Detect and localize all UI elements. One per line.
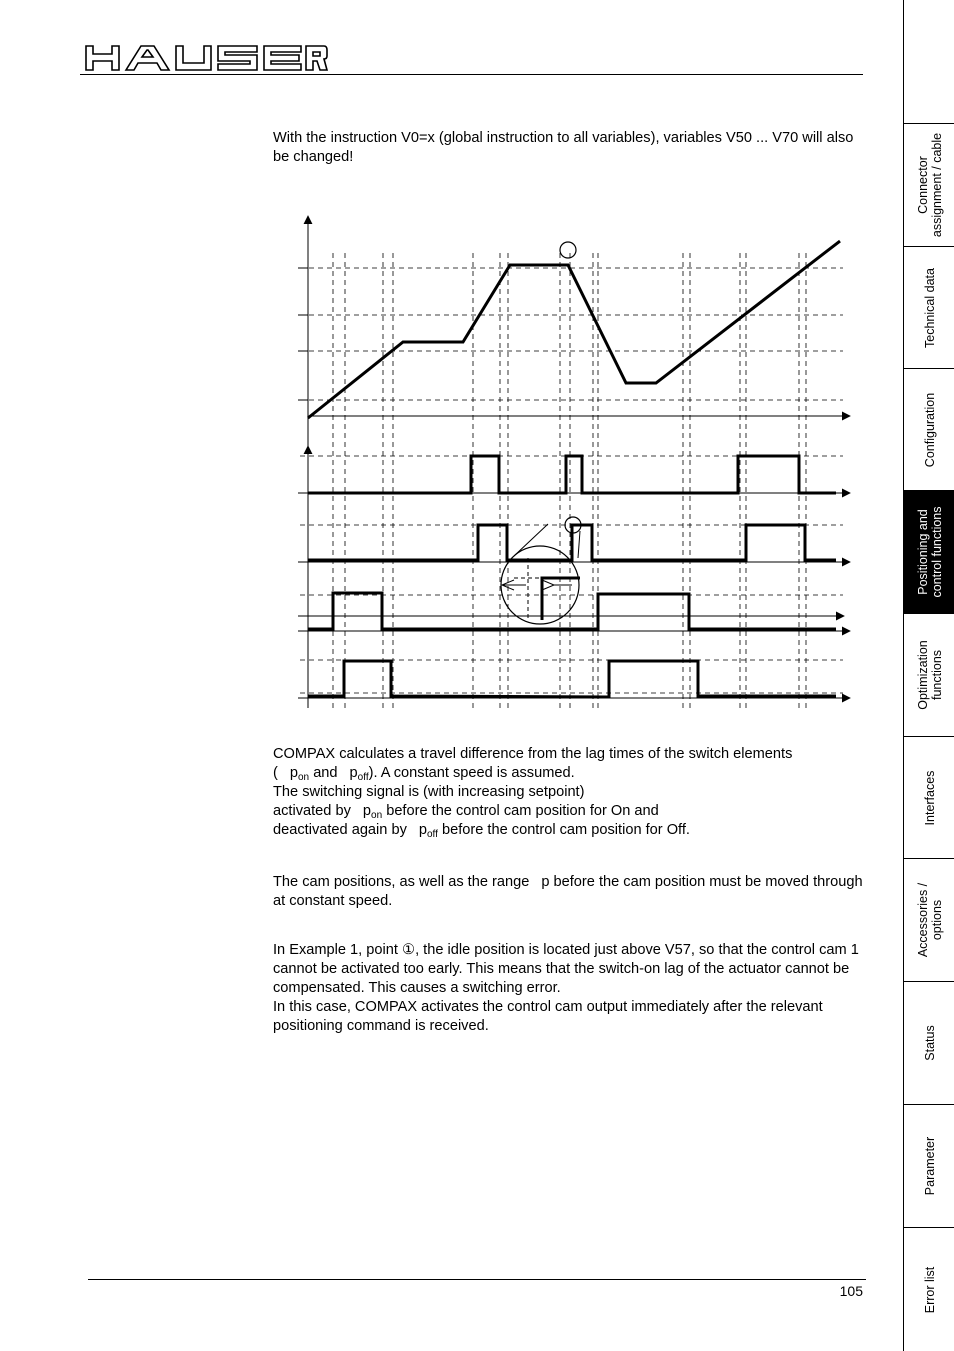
tab-error-list[interactable] [904,1228,954,1351]
tab-label: Positioning and control functions [915,506,944,598]
warning-paragraph [273,129,873,167]
signal-trace-1 [308,456,836,493]
text-span: The cam positions, as well as the range [273,874,530,890]
paragraph-text: With the instruction V0=x (global instruction to all variables), variables V50 ... V70 will also be changed! [273,130,854,165]
tab-status[interactable] [904,982,954,1105]
tab-label: Connector assignment / cable [915,132,944,238]
text-span: before the control cam position for On and [386,803,659,819]
subscript: on [371,810,383,821]
page-number: 105 [839,1283,863,1299]
header-rule [80,74,863,75]
position-profile [308,241,840,418]
tab-label: Error list [922,1266,937,1313]
tab-label: Configuration [922,392,937,467]
tab-label: Technical data [922,267,937,348]
chapter-tabs [903,0,954,1351]
text-span: p [362,803,372,819]
tab-optimization-functions[interactable] [904,614,954,737]
subscript: off [427,829,438,840]
text-span: p before the cam position must be moved through at constant speed. [273,874,863,909]
tab-label: Interfaces [922,770,937,825]
footer-rule [88,1279,866,1280]
tab-positioning-control-functions[interactable] [904,491,954,614]
tick-marks [298,268,308,400]
tab-interfaces[interactable] [904,737,954,859]
constant-speed-paragraph [273,873,873,911]
marker-circles [501,242,581,624]
tab-label: Status [922,1025,937,1061]
tab-configuration[interactable] [904,369,954,491]
text-span: COMPAX calculates a travel difference from the lag times of the switch elements [273,746,793,762]
paragraph-line: In this case, COMPAX activates the control cam output immediately after the relevant positioning command is received. [273,999,823,1034]
paragraph-line [273,821,873,840]
tab-connector-assignment[interactable] [904,124,954,247]
paragraph-line [273,745,873,764]
tab-accessories-options[interactable] [904,859,954,982]
signal-trace-2 [308,525,836,560]
text-span: before the control cam position for Off. [442,822,690,838]
hauser-logo [84,44,328,72]
text-span: p [289,765,298,781]
text-span: The switching signal is (with increasing setpoint) [273,784,585,800]
cam-timing-diagram [288,208,858,713]
text-span: p [418,822,427,838]
axes [298,216,850,708]
text-span: p [349,765,358,781]
tab-label: Accessories / options [915,882,944,958]
signal-trace-3 [308,593,836,629]
tab-technical-data[interactable] [904,247,954,369]
signal-trace-4 [308,661,836,697]
paragraph-line [273,873,873,911]
text-span: ( [273,765,278,781]
travel-difference-paragraph [273,745,873,840]
paragraph-line [273,783,873,802]
text-span: activated by [273,803,351,819]
text-span: ). A constant speed is assumed. [368,765,575,781]
tab-parameter[interactable] [904,1105,954,1228]
tab-label: Parameter [922,1136,937,1196]
paragraph-line [273,764,873,783]
subscript: on [298,772,310,783]
subscript: off [357,772,369,783]
text-span: deactivated again by [273,822,407,838]
tab-label: Optimization functions [915,640,944,710]
paragraph-line [273,802,873,821]
detail-magnifier [502,524,580,620]
text-span: and [313,765,338,781]
example-paragraph [273,941,873,1036]
paragraph-line: In Example 1, point ①, the idle position is located just above V57, so that the control cam 1 cannot be activated too early. This means that the switch-on lag of the actuator cannot be compensated. This causes a switching error. [273,942,859,996]
tab-blank [904,0,954,124]
